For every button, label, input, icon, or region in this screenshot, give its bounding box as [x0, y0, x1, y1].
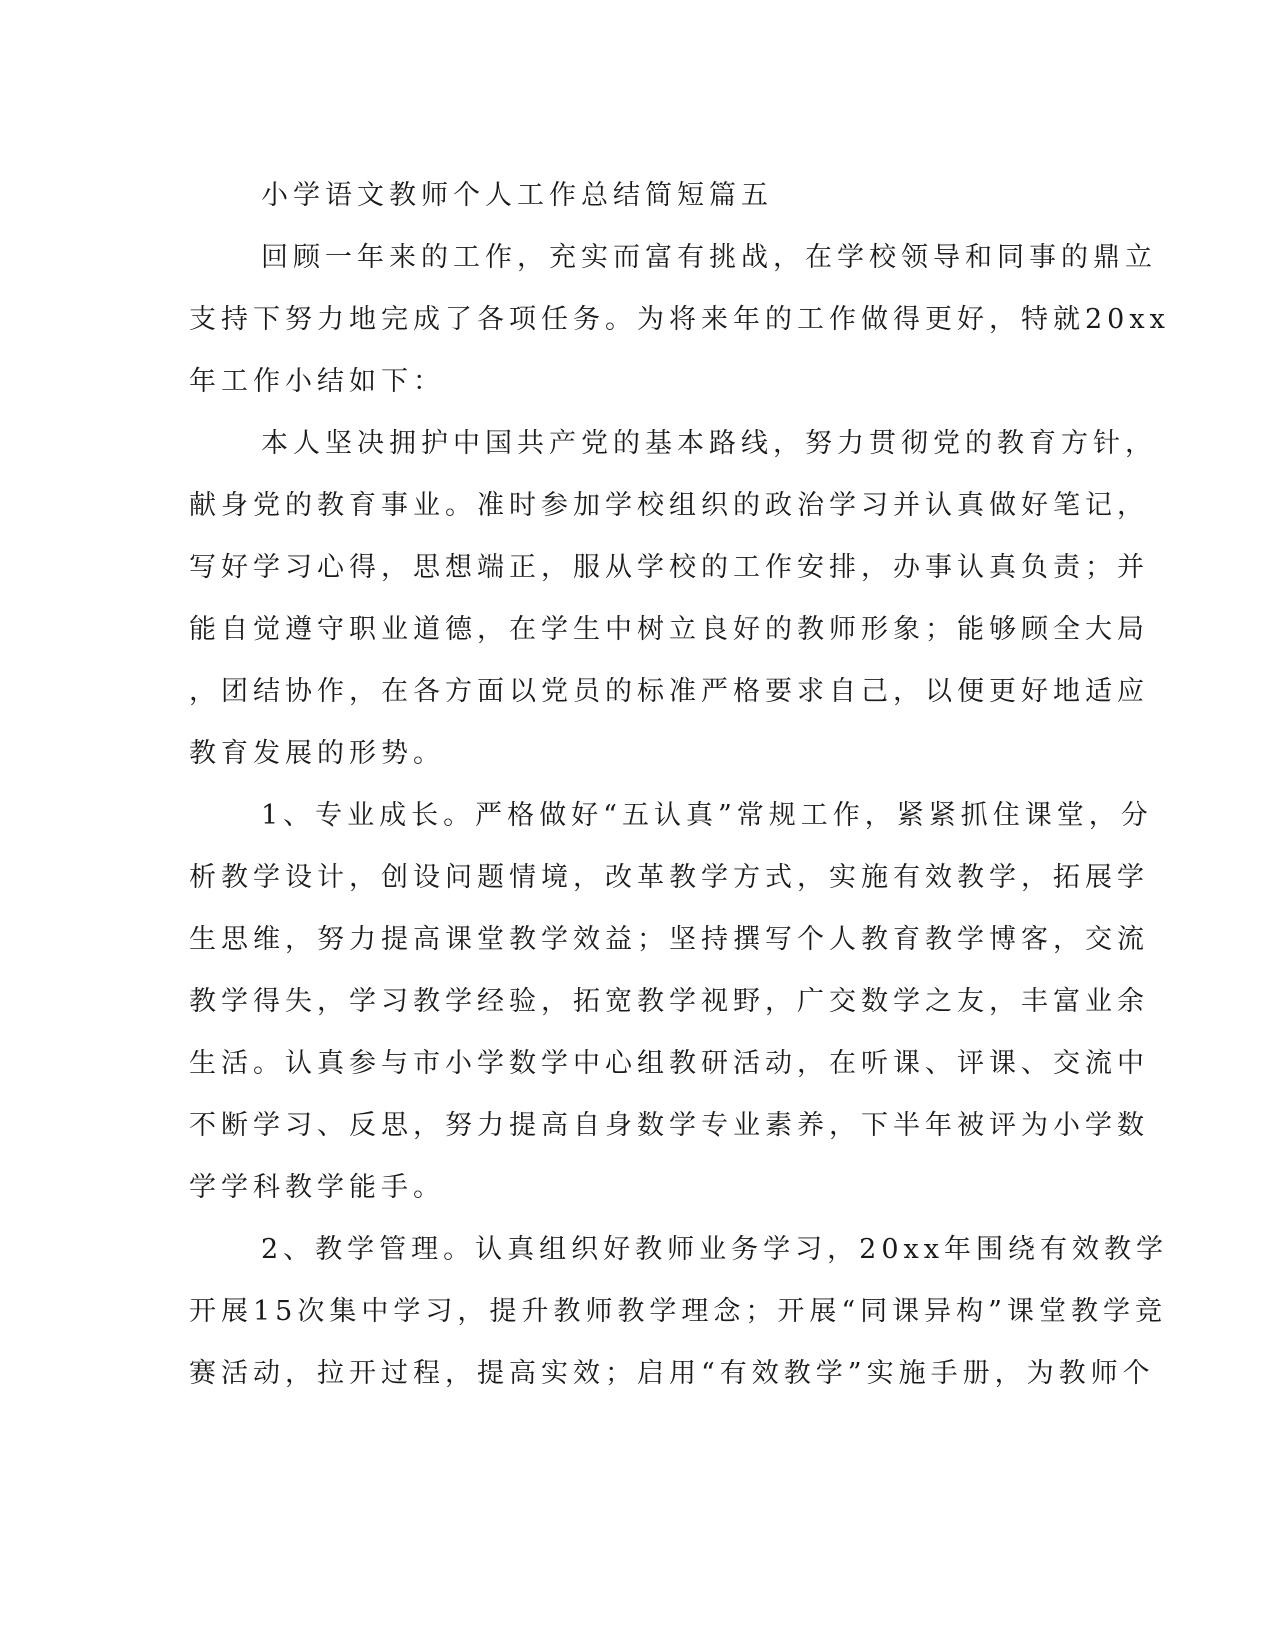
paragraph-2-line-1: 本人坚决拥护中国共产党的基本路线，努力贯彻党的教育方针， — [261, 428, 1157, 459]
paragraph-1-line-3: 年工作小结如下： — [189, 366, 445, 397]
paragraph-2-line-2: 献身党的教育事业。准时参加学校组织的政治学习并认真做好笔记， — [189, 490, 1149, 521]
paragraph-4-line-2: 开展15次集中学习，提升教师教学理念；开展“同课异构”课堂教学竞 — [189, 1296, 1167, 1327]
paragraph-1-line-1: 回顾一年来的工作，充实而富有挑战，在学校领导和同事的鼎立 — [261, 242, 1157, 273]
paragraph-3-line-4: 教学得失，学习教学经验，拓宽教学视野，广交数学之友，丰富业余 — [189, 986, 1149, 1017]
paragraph-3-line-6: 不断学习、反思，努力提高自身数学专业素养，下半年被评为小学数 — [189, 1110, 1149, 1141]
document-title: 小学语文教师个人工作总结简短篇五 — [261, 180, 773, 211]
paragraph-2-line-3: 写好学习心得，思想端正，服从学校的工作安排，办事认真负责；并 — [189, 552, 1149, 583]
paragraph-3-line-7: 学学科教学能手。 — [189, 1172, 445, 1203]
document-body — [189, 165, 1170, 1405]
paragraph-3-line-2: 析教学设计，创设问题情境，改革教学方式，实施有效教学，拓展学 — [189, 862, 1149, 893]
paragraph-3-line-5: 生活。认真参与市小学数学中心组教研活动，在听课、评课、交流中 — [189, 1048, 1149, 1079]
paragraph-2-line-4: 能自觉遵守职业道德，在学生中树立良好的教师形象；能够顾全大局 — [189, 614, 1149, 645]
paragraph-3-line-3: 生思维，努力提高课堂教学效益；坚持撰写个人教育教学博客，交流 — [189, 924, 1149, 955]
paragraph-3-line-1: 1、专业成长。严格做好“五认真”常规工作，紧紧抓住课堂，分 — [261, 800, 1153, 831]
paragraph-2-line-6: 教育发展的形势。 — [189, 738, 445, 769]
paragraph-1-line-2: 支持下努力地完成了各项任务。为将来年的工作做得更好，特就20xx — [189, 304, 1170, 335]
paragraph-4-line-3: 赛活动，拉开过程，提高实效；启用“有效教学”实施手册，为教师个 — [189, 1358, 1155, 1389]
paragraph-4-line-1: 2、教学管理。认真组织好教师业务学习，20xx年围绕有效教学 — [261, 1234, 1168, 1265]
paragraph-2-line-5: ，团结协作，在各方面以党员的标准严格要求自己，以便更好地适应 — [189, 676, 1149, 707]
